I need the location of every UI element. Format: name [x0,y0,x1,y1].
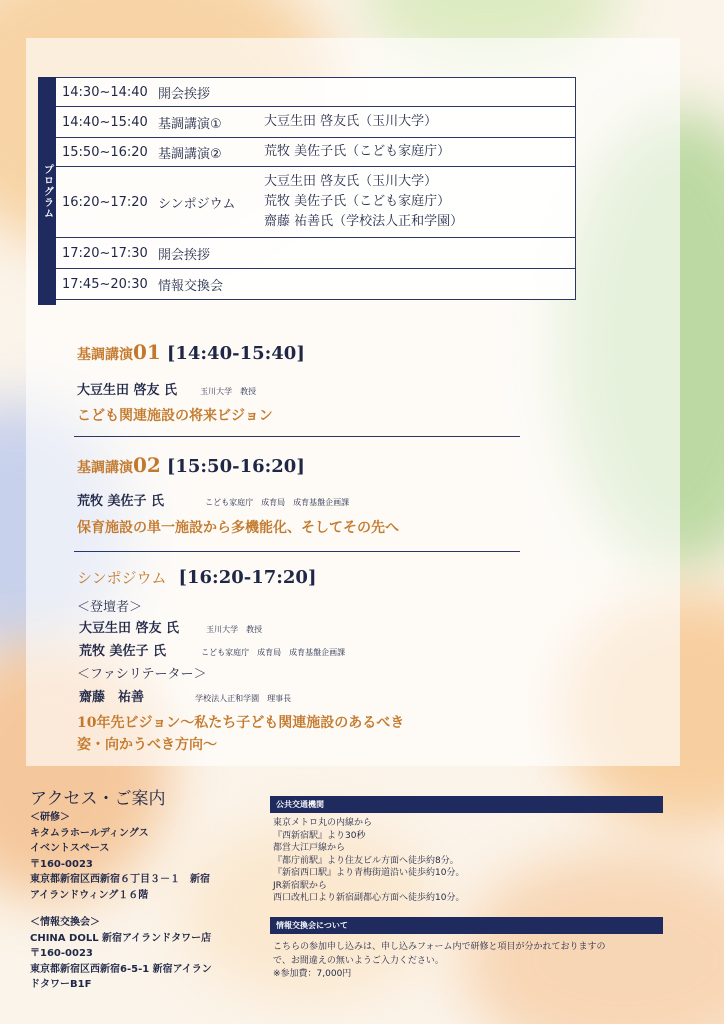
program-speaker: 大豆生田 啓友氏（玉川大学） [264,174,438,189]
access-line: CHINA DOLL 新宿アイランドタワー店 [30,932,212,944]
program-side-label: プログラム [38,77,56,305]
program-speaker: 荒牧 美佐子氏（こども家庭庁） [264,194,451,209]
program-speaker: 荒牧 美佐子氏（こども家庭庁） [264,144,451,159]
program-time: 15:50~16:20 [62,144,148,160]
exchange-line: で、お間違えの無いようご入力ください。 [273,955,444,966]
access-line: 東京都新宿区西新宿6-5-1 新宿アイラン [30,963,212,975]
facilitator-label: ＜ファシリテーター＞ [77,667,207,682]
facilitator: 齋藤 祐善 学校法人正和学園 理事長 [79,690,292,705]
transport-line: 『都庁前駅』より住友ビル方面へ徒歩約8分。 [273,855,459,866]
access-details [30,810,212,993]
program-speakers [264,142,450,162]
program-row [56,268,576,300]
divider [74,551,520,552]
access-line [30,903,212,915]
keynote2-theme: 保育施設の単一施設から多機能化、そしてその先へ [77,520,399,536]
keynote1-speaker: 大豆生田 啓友 氏 [77,383,178,398]
access-line: 東京都新宿区西新宿６丁目３－１ 新宿 [30,874,210,885]
transport-header: 公共交通機関 [270,796,663,813]
transport-line: 『西新宿駅』より30秒 [273,830,366,841]
program-time: 16:20~17:20 [62,194,148,210]
exchange-details [273,941,606,982]
program-title: シンポジウム [158,196,236,212]
access-line: アイランドウィング１６階 [30,889,149,901]
access-line: ドタワーB1F [30,979,92,990]
program-row [56,166,576,238]
keynote1-speaker-line [77,379,256,398]
access-line: 〒160-0023 [30,948,93,959]
keynote1-affiliation: 玉川大学 教授 [200,387,257,396]
divider [74,436,520,437]
transport-line: 西口改札口より新宿副都心方面へ徒歩約10分。 [273,893,465,903]
panelist-2: 荒牧 美佐子 氏 こども家庭庁 成育局 成育基盤企画課 [79,644,346,659]
keynote2-heading: 基調講演02 [15:50-16:20] [77,453,305,477]
exchange-line: こちらの参加申し込みは、申し込みフォーム内で研修と項目が分かれておりますの [273,942,606,952]
program-table [56,77,576,300]
keynote1-theme: こども関連施設の将来ビジョン [77,408,273,424]
program-speakers [264,172,463,232]
access-line: ＜情報交換会＞ [30,917,100,928]
access-line: ＜研修＞ [30,812,70,823]
keynote2-speaker-line [77,490,349,509]
program-time: 14:40~15:40 [62,114,148,130]
program-row [56,106,576,138]
program-time: 17:45~20:30 [62,276,148,292]
access-line: イベントスペース [30,843,110,854]
exchange-header: 情報交換会について [270,917,663,934]
program-title: 開会挨拶 [158,86,211,102]
access-line: キタムラホールディングス [30,827,149,839]
program-speaker: 大豆生田 啓友氏（玉川大学） [264,114,438,129]
exchange-line: ※参加費：7,000円 [273,969,352,979]
access-line: 〒160-0023 [30,858,93,870]
program-time: 14:30~14:40 [62,84,148,100]
transport-line: JR新宿駅から [273,880,327,891]
panelists-label: ＜登壇者＞ [77,600,143,615]
panelist-1: 大豆生田 啓友 氏 玉川大学 教授 [79,621,263,636]
program-title: 基調講演① [158,116,222,132]
symposium-heading: シンポジウム [16:20-17:20] [77,567,317,588]
program-row [56,77,576,107]
program-row [56,137,576,167]
program-row [56,237,576,269]
symposium-theme: 10年先ビジョン〜私たち子ども関連施設のあるべき 姿・向かうべき方向〜 [77,715,405,753]
transport-line: 都営大江戸線から [273,843,346,853]
transport-line: 東京メトロ丸の内線から [273,818,373,828]
transport-line: 『新宿西口駅』より青梅街道沿い徒歩約10分。 [273,868,465,878]
program-title: 基調講演② [158,146,222,162]
transport-details [273,817,464,905]
program-speaker: 齋藤 祐善氏（学校法人正和学園） [264,214,464,229]
program-title: 開会挨拶 [158,247,211,263]
program-title: 情報交換会 [158,278,224,294]
access-title: アクセス・ご案内 [30,789,166,809]
program-speakers [264,112,437,132]
keynote1-heading: 基調講演01 [14:40-15:40] [77,340,305,364]
keynote2-speaker: 荒牧 美佐子 氏 [77,494,165,509]
program-time: 17:20~17:30 [62,245,148,261]
keynote2-affiliation: こども家庭庁 成育局 成育基盤企画課 [205,498,350,507]
